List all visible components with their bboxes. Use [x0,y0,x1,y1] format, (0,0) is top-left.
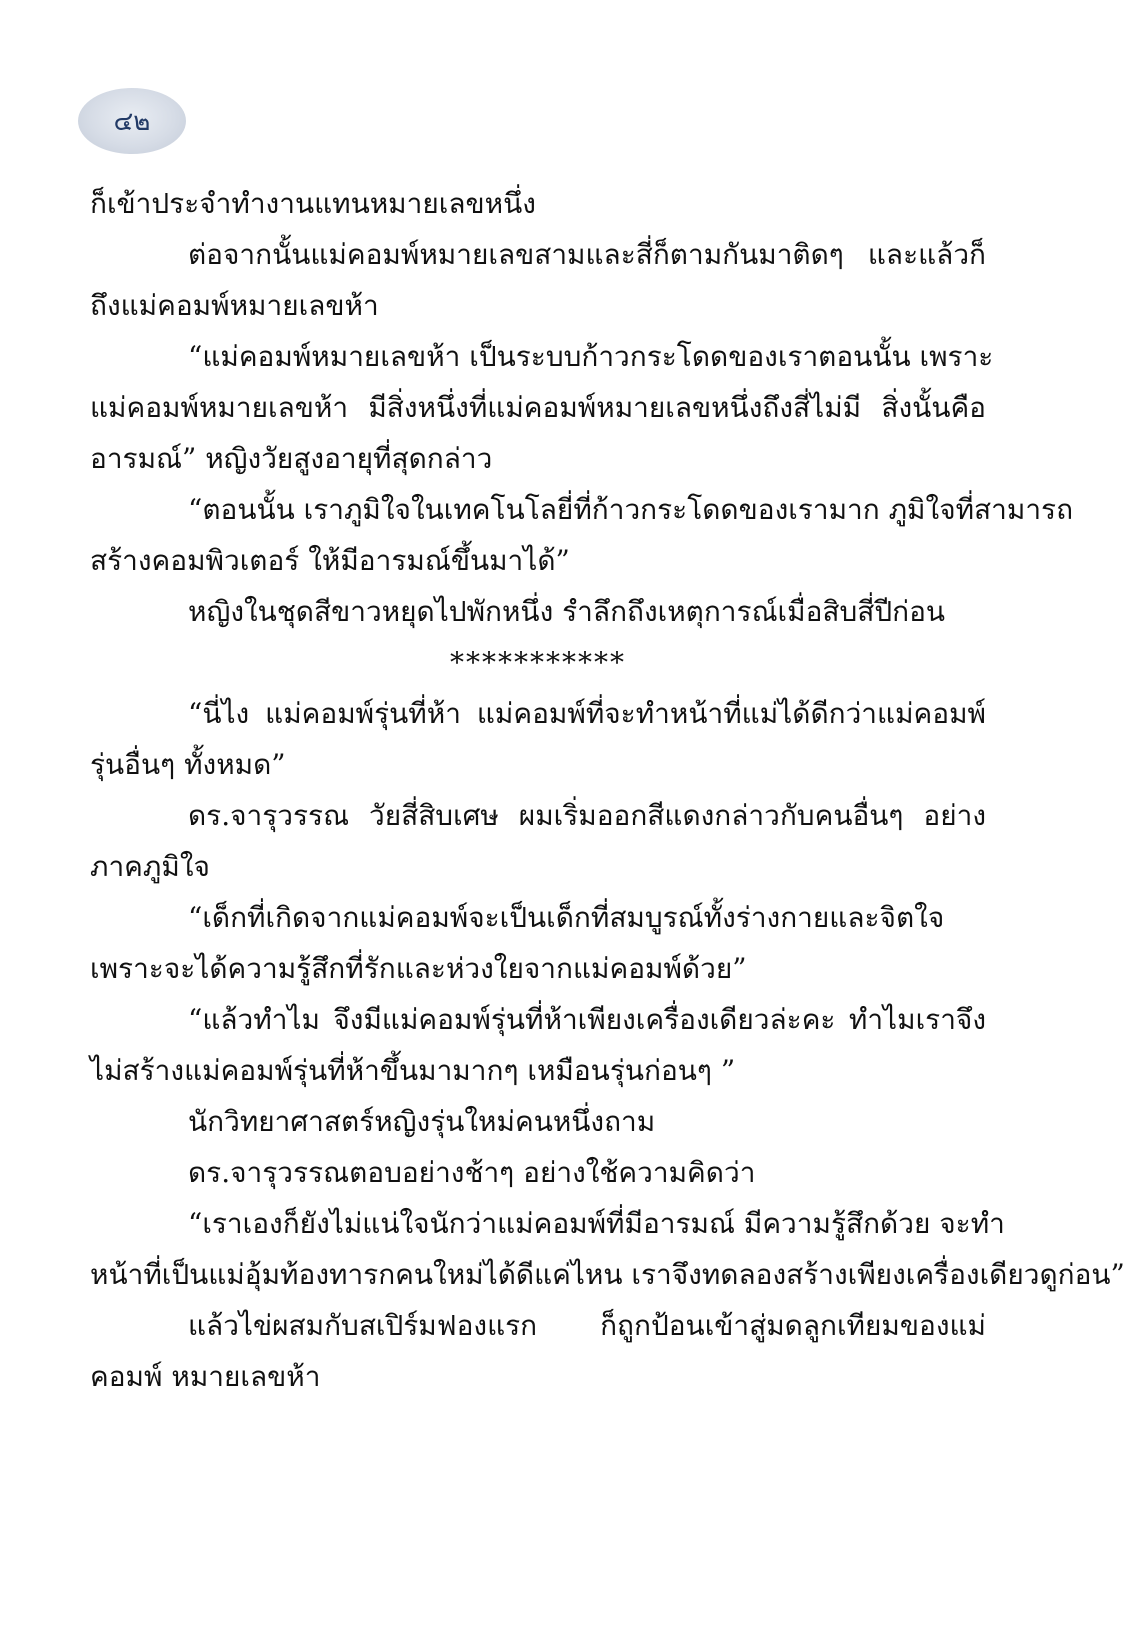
text-line: หญิงในชุดสีขาวหยุดไปพักหนึ่ง รำลึกถึงเหตุการณ์เมื่อสิบสี่ปีก่อน [188,595,946,628]
text-line: รุ่นอื่นๆ ทั้งหมด” [90,748,286,781]
text-line: นักวิทยาศาสตร์หญิงรุ่นใหม่คนหนึ่งถาม [188,1105,656,1138]
text-line: ไม่สร้างแม่คอมพ์รุ่นที่ห้าขึ้นมามากๆ เหมือนรุ่นก่อนๆ ” [90,1054,736,1087]
text-line: “แม่คอมพ์หมายเลขห้า เป็นระบบก้าวกระโดดของเราตอนนั้น เพราะ [188,340,994,373]
text-line: คอมพ์ หมายเลขห้า [90,1360,321,1393]
text-line: “เราเองก็ยังไม่แน่ใจนักว่าแม่คอมพ์ที่มีอารมณ์ มีความรู้สึกด้วย จะทำ [188,1207,1005,1240]
text-line: แม่คอมพ์หมายเลขห้า มีสิ่งหนึ่งที่แม่คอมพ์หมายเลขหนึ่งถึงสี่ไม่มี สิ่งนั้นคือ [90,391,986,424]
text-line: “แล้วทำไม จึงมีแม่คอมพ์รุ่นที่ห้าเพียงเครื่องเดียวล่ะคะ ทำไมเราจึง [188,1003,986,1036]
text-line: ดร.จารุวรรณตอบอย่างช้าๆ อย่างใช้ความคิดว่า [188,1156,756,1189]
text-line: “ตอนนั้น เราภูมิใจในเทคโนโลยี่ที่ก้าวกระโดดของเรามาก ภูมิใจที่สามารถ [188,493,1074,526]
text-line: ดร.จารุวรรณ วัยสี่สิบเศษ ผมเริ่มออกสีแดงกล่าวกับคนอื่นๆ อย่าง [188,799,986,832]
text-line: ถึงแม่คอมพ์หมายเลขห้า [90,289,379,322]
text-line: ก็เข้าประจำทำงานแทนหมายเลขหนึ่ง [90,187,536,220]
section-separator: *********** [450,646,626,679]
page-number-badge [78,88,186,154]
body-text [90,178,1125,1402]
text-line: สร้างคอมพิวเตอร์ ให้มีอารมณ์ขึ้นมาได้” [90,544,570,577]
text-line: “เด็กที่เกิดจากแม่คอมพ์จะเป็นเด็กที่สมบูรณ์ทั้งร่างกายและจิตใจ [188,901,945,934]
text-line: “นี่ไง แม่คอมพ์รุ่นที่ห้า แม่คอมพ์ที่จะทำหน้าที่แม่ได้ดีกว่าแม่คอมพ์ [188,697,986,730]
text-line: หน้าที่เป็นแม่อุ้มท้องทารกคนใหม่ได้ดีแค่ไหน เราจึงทดลองสร้างเพียงเครื่องเดียวดูก่อน” [90,1258,1125,1291]
text-line: เพราะจะได้ความรู้สึกที่รักและห่วงใยจากแม่คอมพ์ด้วย” [90,952,747,985]
page-number: ๔๒ [113,106,151,137]
text-line: แล้วไข่ผสมกับสเปิร์มฟองแรก ก็ถูกป้อนเข้าสู่มดลูกเทียมของแม่ [188,1309,986,1342]
text-line: ต่อจากนั้นแม่คอมพ์หมายเลขสามและสี่ก็ตามกันมาติดๆ และแล้วก็ [188,238,986,271]
text-line: อารมณ์” หญิงวัยสูงอายุที่สุดกล่าว [90,442,493,475]
text-line: ภาคภูมิใจ [90,850,210,883]
